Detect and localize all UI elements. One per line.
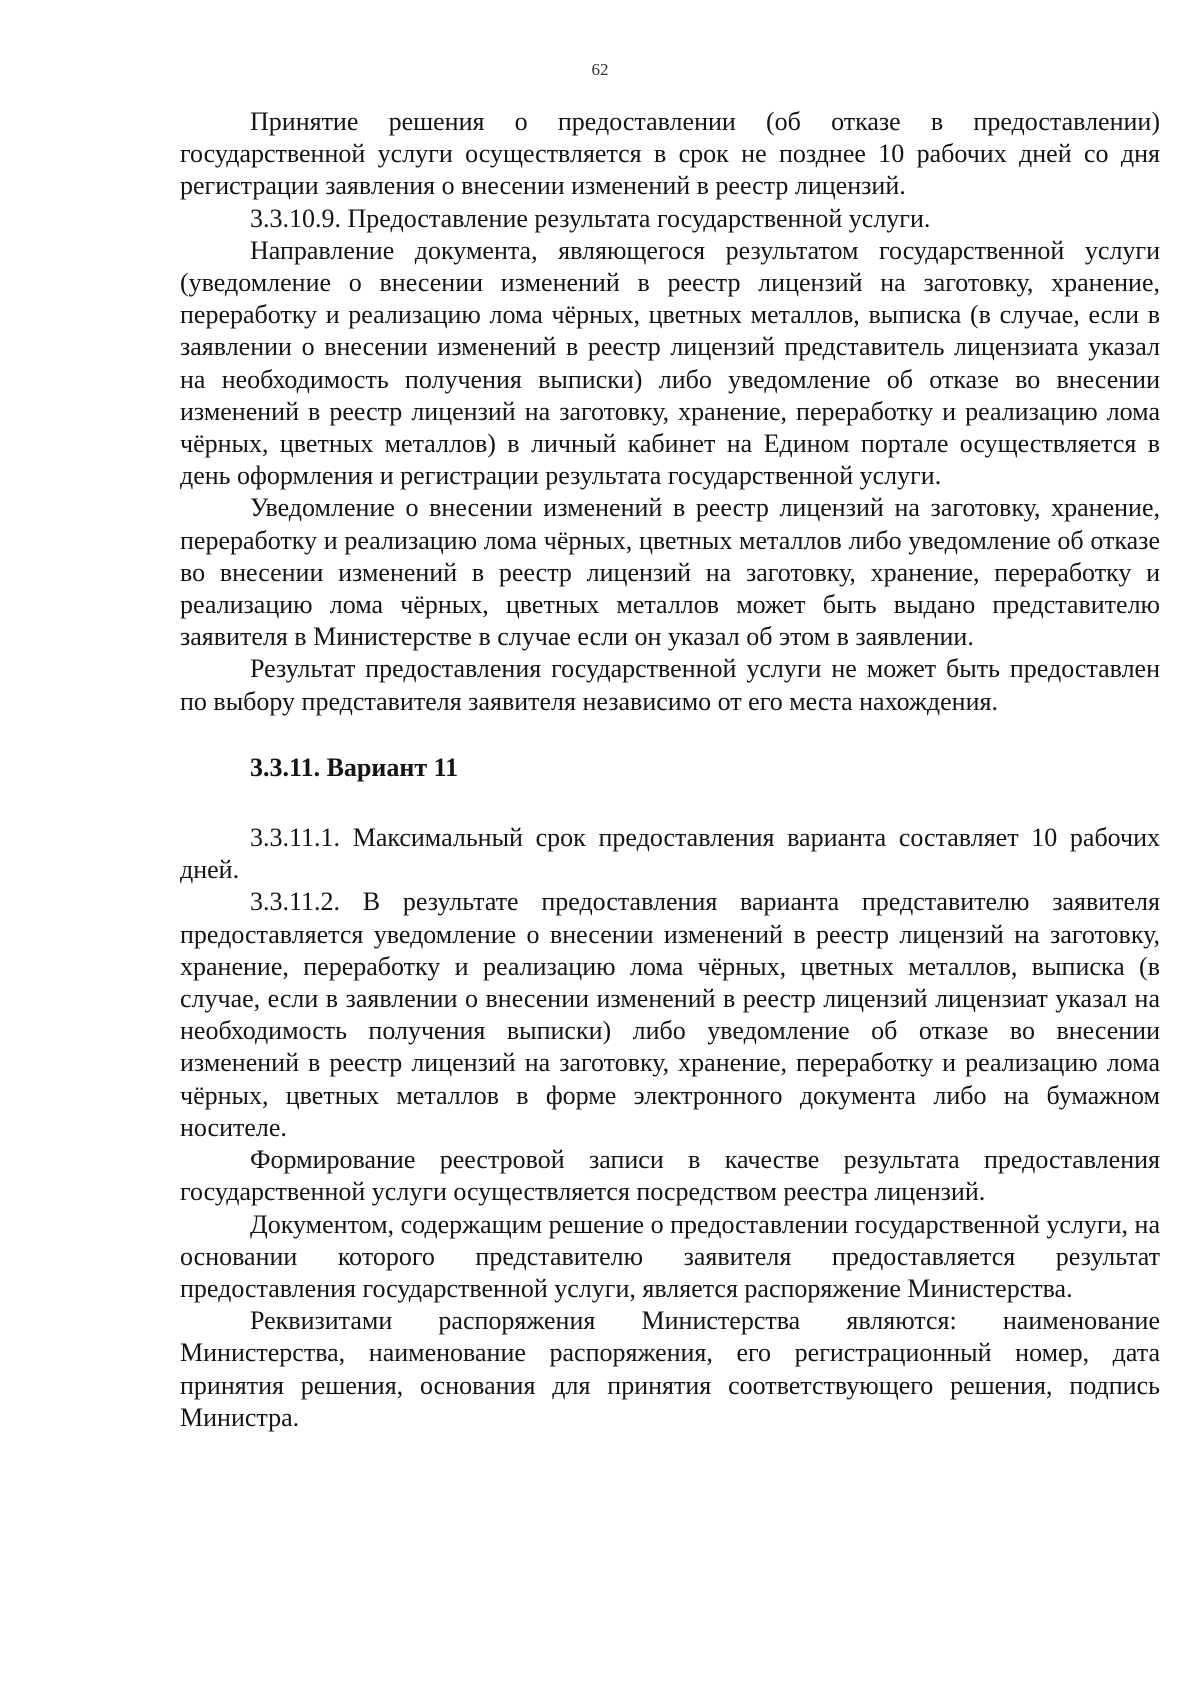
- document-body: [180, 106, 1160, 1434]
- paragraph-3-3-11-2: 3.3.11.2. В результате предоставления варианта представителю заявителя предоставляется уведомление о внесении изменений в реестр лицензий на заготовку, хранение, переработку и реализацию лома чёрных, цветных металлов, выписка (в случае, если в заявлении о внесении изменений в реестр лицензий лицензиат указал на необходимость получения выписки) либо уведомление об отказе во внесении изменений в реестр лицензий на заготовку, хранение, переработку и реализацию лома чёрных, цветных металлов в форме электронного документа либо на бумажном носителе.: [180, 887, 1160, 1142]
- paragraph-decision-deadline: Принятие решения о предоставлении (об отказе в предоставлении) государственной услуги осуществляется в срок не позднее 10 рабочих дней со дня регистрации заявления о внесении изменений в реестр лицензий.: [180, 107, 1160, 201]
- paragraph-3-3-11-1: 3.3.11.1. Максимальный срок предоставления варианта составляет 10 рабочих дней.: [180, 823, 1160, 885]
- paragraph-3-3-10-9: 3.3.10.9. Предоставление результата государственной услуги.: [250, 203, 931, 233]
- paragraph-decision-document: Документом, содержащим решение о предоставлении государственной услуги, на основании которого представителю заявителя предоставляется результат предоставления государственной услуги, является распоряжение Министерства.: [180, 1209, 1160, 1303]
- paragraph-order-details: Реквизитами распоряжения Министерства являются: наименование Министерства, наименование распоряжения, его регистрационный номер, дата принятия решения, основания для принятия соответствующего решения, подпись Министра.: [180, 1306, 1160, 1432]
- page-number: 62: [591, 60, 609, 79]
- paragraph-result-location: Результат предоставления государственной услуги не может быть предоставлен по выбору представителя заявителя независимо от его места нахождения.: [180, 654, 1160, 716]
- paragraph-result-delivery: Направление документа, являющегося результатом государственной услуги (уведомление о внесении изменений в реестр лицензий на заготовку, хранение, переработку и реализацию лома чёрных, цветных металлов, выписка (в случае, если в заявлении о внесении изменений в реестр лицензий представитель лицензиата указал на необходимость получения выписки) либо уведомление об отказе во внесении изменений в реестр лицензий на заготовку, хранение, переработку и реализацию лома чёрных, цветных металлов) в личный кабинет на Едином портале осуществляется в день оформления и регистрации результата государственной услуги.: [180, 235, 1160, 491]
- paragraph-registry-record: Формирование реестровой записи в качестве результата предоставления государственной услуги осуществляется посредством реестра лицензий.: [180, 1145, 1160, 1207]
- paragraph-notification-issue: Уведомление о внесении изменений в реестр лицензий на заготовку, хранение, переработку и реализацию лома чёрных, цветных металлов либо уведомление об отказе во внесении изменений в реестр лицензий на заготовку, хранение, переработку и реализацию лома чёрных, цветных металлов может быть выдано представителю заявителя в Министерстве в случае если он указал об этом в заявлении.: [180, 493, 1160, 652]
- section-heading-variant-11: 3.3.11. Вариант 11: [250, 752, 459, 782]
